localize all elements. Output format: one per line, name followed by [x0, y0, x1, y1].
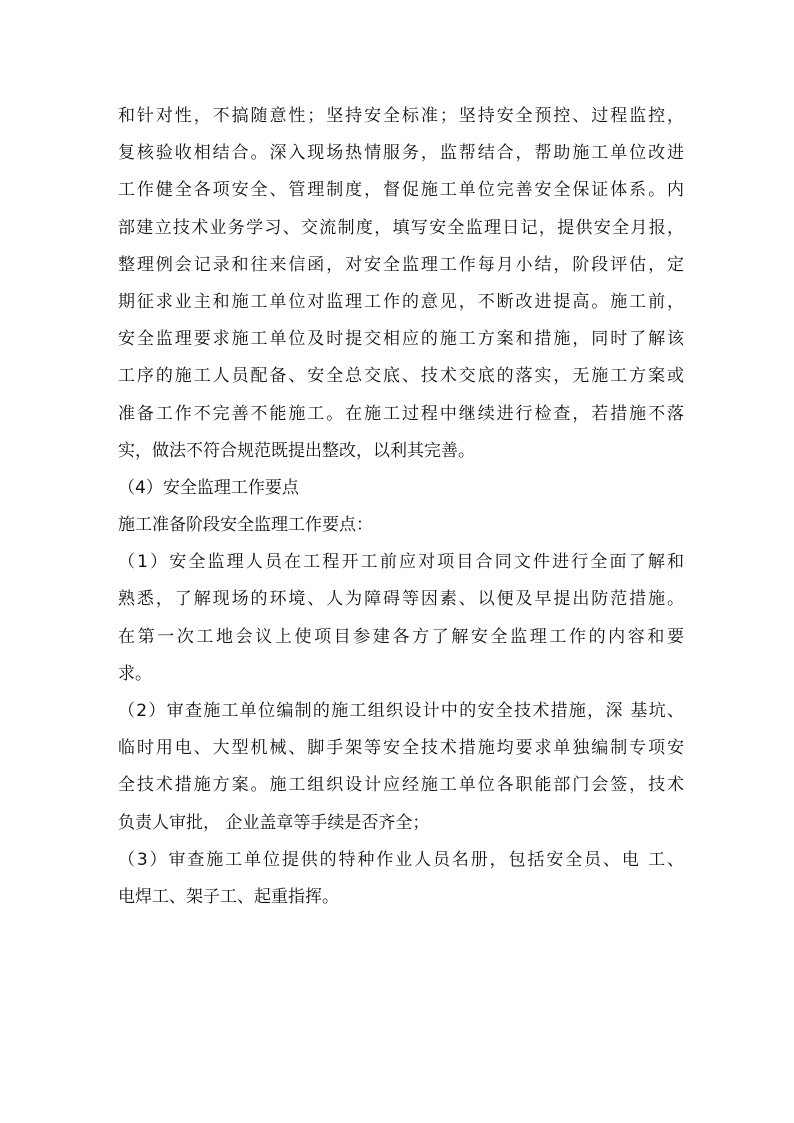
text-line	[118, 693, 684, 730]
text-line	[118, 98, 684, 135]
text-line-content: （4）安全监理工作要点	[118, 477, 299, 498]
text-line	[118, 135, 684, 172]
text-line-content: 准备工作不完善不能施工。在施工过程中继续进行检查，若措施不落	[118, 403, 684, 424]
text-line	[118, 172, 684, 209]
text-line-content: 安全监理要求施工单位及时提交相应的施工方案和措施，同时了解该	[118, 329, 684, 350]
text-line-content: 和针对性，不搞随意性；坚持安全标准；坚持安全预控、过程监控，	[118, 106, 684, 126]
text-line	[118, 730, 684, 767]
text-line	[118, 805, 684, 842]
text-line	[118, 284, 684, 321]
text-line-content: 求。	[118, 663, 152, 684]
text-line-content: 复核验收相结合。深入现场热情服务，监帮结合，帮助施工单位改进	[118, 143, 684, 164]
text-line-content: 全技术措施方案。施工组织设计应经施工单位各职能部门会签，技术	[118, 775, 684, 796]
text-line-content: 整理例会记录和往来信函，对安全监理工作每月小结，阶段评估，定	[118, 254, 684, 275]
text-line-content: 期征求业主和施工单位对监理工作的意见，不断改进提高。施工前，	[118, 291, 684, 312]
text-line-content: 部建立技术业务学习、交流制度，填写安全监理日记，提供安全月报，	[118, 217, 684, 238]
text-line	[118, 396, 684, 433]
text-line	[118, 581, 684, 618]
text-line	[118, 544, 684, 581]
text-line	[118, 507, 684, 544]
text-line	[118, 767, 684, 804]
text-line-content: （3）审查施工单位提供的特种作业人员名册，包括安全员、电 工、	[118, 849, 684, 870]
text-line-content: 施工准备阶段安全监理工作要点：	[118, 515, 373, 536]
text-line-content: （1）安全监理人员在工程开工前应对项目合同文件进行全面了解和	[118, 552, 684, 573]
text-line-content: （2）审查施工单位编制的施工组织设计中的安全技术措施，深 基坑、	[118, 701, 684, 721]
text-line	[118, 210, 684, 247]
text-line	[118, 470, 684, 507]
document-body	[118, 98, 684, 916]
text-line-content: 实，做法不符合规范既提出整改，以利其完善。	[118, 440, 475, 461]
text-line	[118, 247, 684, 284]
text-line	[118, 433, 684, 470]
text-line	[118, 619, 684, 656]
text-line-content: 工作健全各项安全、管理制度，督促施工单位完善安全保证体系。内	[118, 180, 684, 201]
text-line	[118, 656, 684, 693]
text-line-content: 在第一次工地会议上使项目参建各方了解安全监理工作的内容和要	[118, 626, 684, 647]
text-line	[118, 842, 684, 879]
text-line	[118, 879, 684, 916]
text-line-content: 电焊工、架子工、起重指挥。	[118, 886, 339, 907]
text-line-content: 工序的施工人员配备、安全总交底、技术交底的落实，无施工方案或	[118, 366, 684, 387]
text-line-content: 临时用电、大型机械、脚手架等安全技术措施均要求单独编制专项安	[118, 738, 684, 759]
text-line	[118, 358, 684, 395]
text-line-content: 负责人审批， 企业盖章等手续是否齐全；	[118, 812, 430, 833]
text-line-content: 熟悉，了解现场的环境、人为障碍等因素、以便及早提出防范措施。	[118, 589, 684, 610]
text-line	[118, 321, 684, 358]
